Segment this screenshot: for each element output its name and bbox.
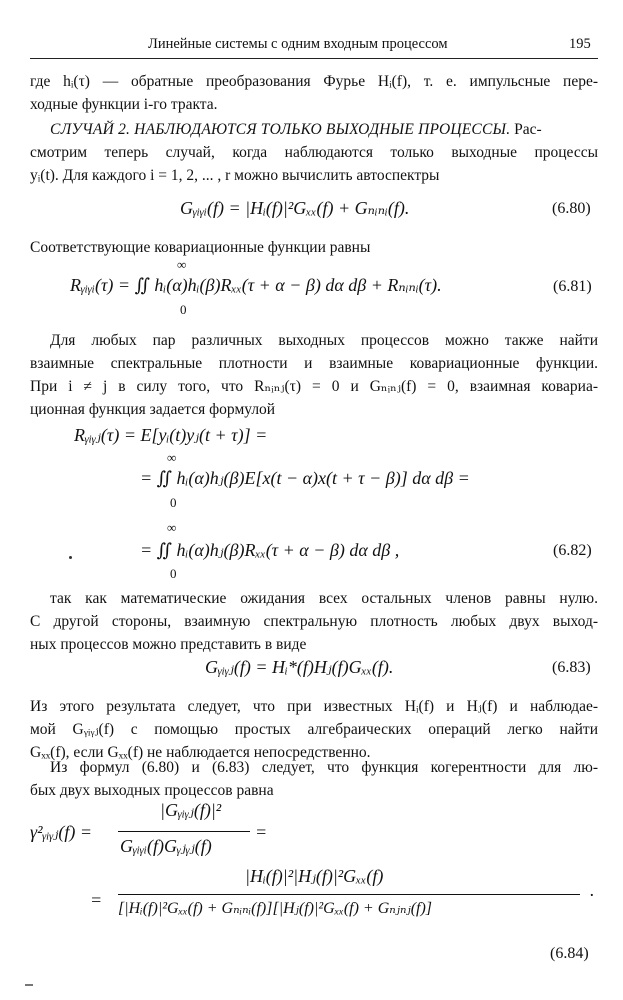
text-line: При i ≠ j в силу того, что Rₙᵢₙⱼ(τ) = 0 и Gₙᵢₙⱼ(f) = 0, взаимная ковариа-	[30, 378, 598, 395]
integral-upper-limit: ∞	[177, 257, 187, 272]
text-line: ционная функция задается формулой	[30, 401, 276, 418]
integral-upper-limit: ∞	[167, 450, 177, 465]
integral-lower-limit: 0	[170, 495, 177, 510]
equals-sign: =	[255, 822, 268, 842]
fraction-1-bar	[118, 831, 250, 832]
fraction-2-numerator: |Hᵢ(f)|²|Hⱼ(f)|²Gₓₓ(f)	[245, 866, 384, 886]
text-line: Gₓₓ(f), если Gₓₓ(f) не наблюдается непосредственно.	[30, 744, 371, 761]
equation-number-6-82: (6.82)	[553, 542, 592, 559]
text-line: Из формул (6.80) и (6.83) следует, что функция когерентности для лю-	[50, 759, 598, 776]
scan-mark	[25, 984, 33, 986]
paragraph-3	[30, 236, 598, 259]
paragraph-6	[30, 695, 598, 764]
paragraph-4	[30, 329, 598, 421]
equation-period: .	[590, 880, 595, 900]
paragraph-5	[30, 587, 598, 656]
fraction-1-denominator: Gᵧᵢᵧᵢ(f)Gᵧⱼᵧⱼ(f)	[120, 836, 212, 856]
equation-6-83: Gᵧᵢᵧⱼ(f) = Hᵢ*(f)Hⱼ(f)Gₓₓ(f).	[205, 657, 394, 677]
equation-6-84-lhs: γ²ᵧᵢᵧⱼ(f) =	[30, 822, 93, 842]
equals-sign: =	[90, 890, 103, 910]
text-line: где hᵢ(τ) — обратные преобразования Фурье Hᵢ(f), т. е. импульсные пере-	[30, 73, 598, 90]
text-line: yᵢ(t). Для каждого i = 1, 2, ... , r можно вычислить автоспектры	[30, 167, 440, 184]
equation-number-6-81: (6.81)	[553, 278, 592, 295]
paragraph-2	[30, 118, 598, 187]
paragraph-1	[30, 70, 598, 116]
text-line: С другой стороны, взаимную спектральную плотность любых двух выход-	[30, 613, 598, 630]
text-line: смотрим теперь случай, когда наблюдаются только выходные процессы	[30, 144, 598, 161]
text-line: ходные функции i-го тракта.	[30, 96, 218, 113]
equation-6-81: Rᵧᵢᵧᵢ(τ) = ∬ hᵢ(α)hᵢ(β)Rₓₓ(τ + α − β) dα dβ + Rₙᵢₙᵢ(τ).	[70, 275, 442, 295]
integral-lower-limit: 0	[180, 302, 187, 317]
running-header-title: Линейные системы с одним входным процессом	[148, 36, 448, 52]
equation-6-82-line-2: = ∬ hᵢ(α)hⱼ(β)E[x(t − α)x(t + τ − β)] dα dβ =	[140, 468, 470, 488]
header-divider	[30, 58, 598, 59]
integral-lower-limit: 0	[170, 566, 177, 581]
text-line: ных процессов можно представить в виде	[30, 636, 307, 653]
equation-6-82-line-3: = ∬ hᵢ(α)hⱼ(β)Rₓₓ(τ + α − β) dα dβ ,	[140, 540, 400, 560]
fraction-2-bar	[118, 894, 580, 895]
fraction-1-numerator: |Gᵧᵢᵧⱼ(f)|²	[160, 800, 222, 820]
paragraph-7	[30, 756, 598, 802]
equation-6-82-line-1: Rᵧᵢᵧⱼ(τ) = E[yᵢ(t)yⱼ(t + τ)] =	[74, 425, 268, 445]
equation-6-80: Gᵧᵢᵧᵢ(f) = |Hᵢ(f)|²Gₓₓ(f) + Gₙᵢₙᵢ(f).	[180, 198, 410, 218]
equation-number-6-83: (6.83)	[552, 659, 591, 676]
text-line: взаимные спектральные плотности и взаимные ковариационные функции.	[30, 355, 598, 372]
text-line: Из этого результата следует, что при известных Hᵢ(f) и Hⱼ(f) и наблюдае-	[30, 698, 598, 715]
text-line: так как математические ожидания всех остальных членов равны нулю.	[50, 590, 598, 607]
fraction-2-denominator: [|Hᵢ(f)|²Gₓₓ(f) + Gₙᵢₙᵢ(f)][|Hⱼ(f)|²Gₓₓ(f) + Gₙⱼₙⱼ(f)]	[118, 900, 433, 917]
page-number: 195	[569, 36, 591, 52]
case-heading: СЛУЧАЙ 2. НАБЛЮДАЮТСЯ ТОЛЬКО ВЫХОДНЫЕ ПРОЦЕССЫ.	[50, 121, 511, 138]
text-line: Для любых пар различных выходных процессов можно также найти	[50, 332, 598, 349]
integral-upper-limit: ∞	[167, 520, 177, 535]
text-line: СЛУЧАЙ 2. НАБЛЮДАЮТСЯ ТОЛЬКО ВЫХОДНЫЕ ПРОЦЕССЫ. Рас-	[50, 121, 542, 138]
equation-number-6-84: (6.84)	[550, 945, 589, 962]
text-line: мой Gᵧᵢᵧⱼ(f) с помощью простых алгебраических операций легко найти	[30, 721, 598, 738]
equation-number-6-80: (6.80)	[552, 200, 591, 217]
text-line: Соответствующие ковариационные функции равны	[30, 239, 371, 256]
scan-speck	[69, 556, 72, 559]
text-line: бых двух выходных процессов равна	[30, 782, 274, 799]
